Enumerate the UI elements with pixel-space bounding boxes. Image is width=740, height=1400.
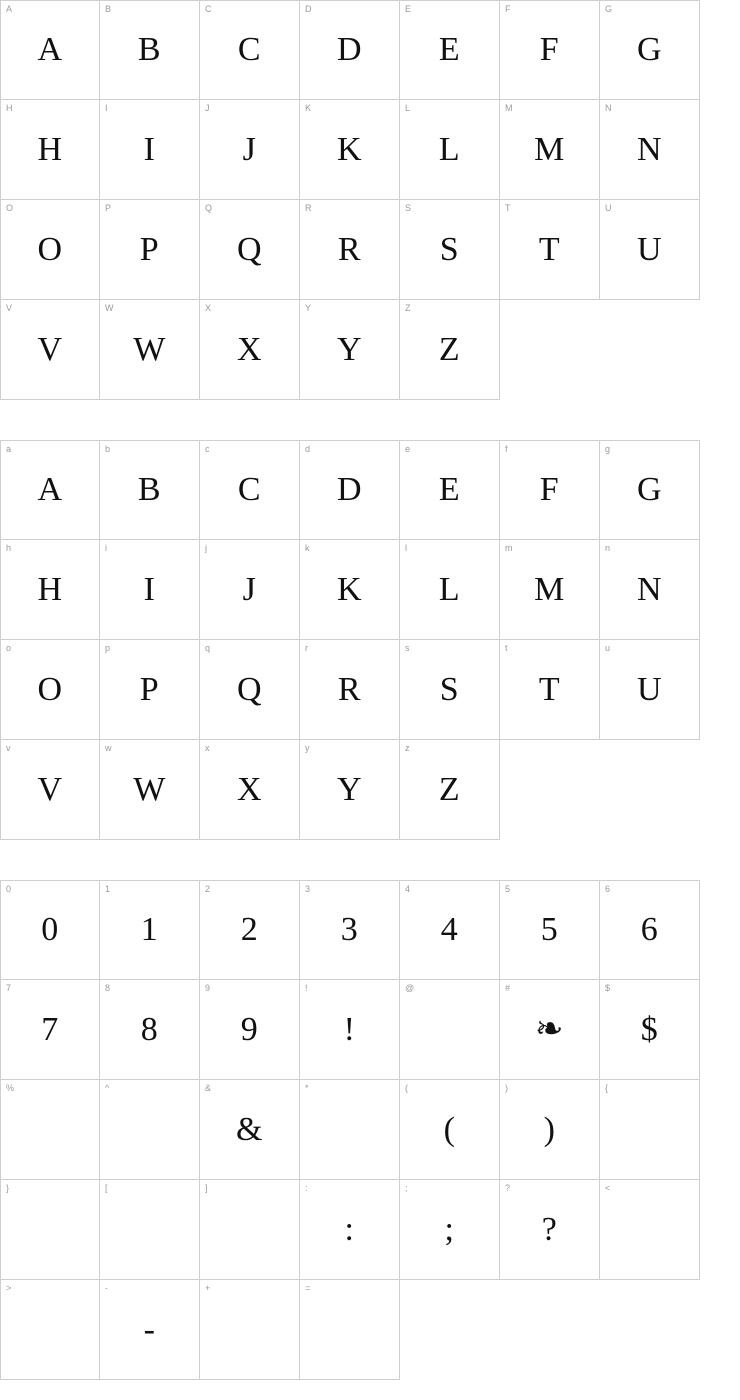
glyph-cell-character: W (133, 330, 166, 368)
glyph-cell-label: K (305, 103, 312, 113)
glyph-cell[interactable] (300, 1180, 400, 1280)
glyph-cell[interactable] (600, 0, 700, 100)
glyph-cell[interactable] (200, 200, 300, 300)
glyph-row (0, 1280, 740, 1380)
glyph-cell[interactable] (200, 980, 300, 1080)
glyph-cell-label: n (605, 543, 611, 553)
glyph-cell[interactable] (0, 740, 100, 840)
glyph-cell-character: 8 (140, 1010, 159, 1048)
glyph-cell-label: 6 (605, 884, 611, 894)
glyph-cell-character: D (336, 31, 363, 68)
glyph-cell-character: ( (443, 1110, 456, 1148)
glyph-cell-empty (400, 1280, 500, 1380)
glyph-cell[interactable] (600, 540, 700, 640)
glyph-cell-character: H (37, 570, 63, 608)
glyph-cell-character: U (636, 670, 663, 708)
glyph-cell[interactable] (100, 0, 200, 100)
glyph-cell[interactable] (100, 200, 200, 300)
glyph-cell-label: H (6, 103, 13, 113)
glyph-cell-label: y (305, 743, 310, 753)
glyph-cell-character: Q (236, 230, 263, 268)
glyph-cell-character: X (236, 330, 263, 368)
glyph-cell[interactable] (0, 1080, 100, 1180)
glyph-cell[interactable] (0, 100, 100, 200)
glyph-cell-character: Y (336, 330, 363, 368)
glyph-cell-character: O (37, 670, 63, 708)
glyph-cell[interactable] (400, 540, 500, 640)
glyph-cell-character: N (636, 570, 663, 608)
glyph-cell-label: X (205, 303, 212, 313)
glyph-cell-label: F (505, 4, 511, 14)
glyph-cell-label: < (605, 1183, 611, 1193)
glyph-cell-empty (500, 1280, 600, 1380)
glyph-cell-label: Z (405, 303, 411, 313)
glyph-row (0, 540, 740, 640)
block-separator (0, 840, 740, 880)
glyph-cell[interactable] (300, 1280, 400, 1380)
glyph-cell[interactable] (200, 0, 300, 100)
glyph-cell-character: C (237, 31, 262, 68)
glyph-cell[interactable] (100, 640, 200, 740)
glyph-cell[interactable] (500, 880, 600, 980)
glyph-cell-label: % (6, 1083, 15, 1093)
glyph-cell-label: # (505, 983, 511, 993)
glyph-cell-label: 8 (105, 983, 111, 993)
glyph-cell[interactable] (400, 880, 500, 980)
glyph-row (0, 300, 740, 400)
glyph-cell-label: & (205, 1083, 212, 1093)
glyph-cell[interactable] (200, 1180, 300, 1280)
glyph-cell[interactable] (100, 1080, 200, 1180)
glyph-cell-character: 5 (540, 911, 559, 948)
glyph-cell-character: R (337, 670, 362, 708)
glyph-cell-label: ! (305, 983, 308, 993)
glyph-cell-label: $ (605, 983, 611, 993)
glyph-cell-character: O (37, 230, 63, 268)
glyph-cell-character: S (439, 230, 460, 268)
glyph-cell-character: M (534, 130, 565, 168)
glyph-cell[interactable] (600, 200, 700, 300)
glyph-cell[interactable] (100, 540, 200, 640)
glyph-cell-label: I (105, 103, 108, 113)
glyph-cell-character: 4 (440, 911, 459, 948)
glyph-cell[interactable] (300, 100, 400, 200)
glyph-row (0, 740, 740, 840)
glyph-cell[interactable] (0, 1180, 100, 1280)
glyph-cell[interactable] (500, 440, 600, 540)
glyph-cell-character: ! (343, 1010, 356, 1048)
glyph-cell-label: q (205, 643, 211, 653)
glyph-cell[interactable] (400, 640, 500, 740)
glyph-cell-label: ] (205, 1183, 208, 1193)
glyph-cell-label: ) (505, 1083, 508, 1093)
glyph-cell[interactable] (500, 100, 600, 200)
glyph-cell[interactable] (0, 880, 100, 980)
glyph-cell-character: T (538, 670, 561, 708)
glyph-cell-label: N (605, 103, 612, 113)
glyph-row (0, 100, 740, 200)
glyph-cell-label: * (305, 1083, 309, 1093)
glyph-cell-label: } (6, 1183, 10, 1193)
glyph-cell-character: N (636, 130, 663, 168)
glyph-cell-label: B (105, 4, 112, 14)
glyph-cell-character: J (242, 130, 257, 168)
glyph-cell-label: : (305, 1183, 308, 1193)
glyph-cell-character: H (37, 130, 63, 168)
glyph-cell-character: & (236, 1110, 263, 1148)
glyph-cell-label: C (205, 4, 212, 14)
glyph-cell-character: A (37, 471, 63, 508)
glyph-cell[interactable] (500, 980, 600, 1080)
glyph-cell[interactable] (400, 1180, 500, 1280)
glyph-row (0, 200, 740, 300)
glyph-cell-character: G (636, 471, 663, 508)
glyph-cell-character: W (133, 770, 166, 808)
glyph-cell-label: 5 (505, 884, 511, 894)
glyph-cell-label: Y (305, 303, 312, 313)
glyph-cell-character: B (137, 471, 162, 508)
glyph-cell-label: h (6, 543, 12, 553)
glyph-cell-label: > (6, 1283, 12, 1293)
glyph-cell-character: 9 (240, 1010, 259, 1048)
glyph-cell-character: ; (444, 1210, 455, 1248)
glyph-cell[interactable] (500, 1180, 600, 1280)
glyph-cell[interactable] (400, 440, 500, 540)
glyph-cell-empty (500, 740, 600, 840)
glyph-cell-character: F (539, 31, 560, 68)
glyph-cell[interactable] (500, 540, 600, 640)
glyph-cell-empty (500, 300, 600, 400)
glyph-cell-character: 7 (41, 1010, 59, 1048)
glyph-cell-character: K (336, 130, 363, 168)
glyph-cell-label: E (405, 4, 412, 14)
glyph-cell[interactable] (100, 300, 200, 400)
glyph-cell-character: P (139, 670, 160, 708)
glyph-cell-label: m (505, 543, 513, 553)
glyph-cell-label: Q (205, 203, 213, 213)
glyph-cell[interactable] (500, 200, 600, 300)
glyph-cell-label: r (305, 643, 308, 653)
glyph-cell[interactable] (0, 440, 100, 540)
glyph-cell-character: ❧ (535, 1010, 564, 1048)
glyph-cell-character: V (37, 330, 63, 368)
glyph-cell[interactable] (400, 300, 500, 400)
glyph-cell-character: Q (236, 670, 263, 708)
glyph-cell-character: 2 (240, 911, 259, 948)
glyph-cell-label: V (6, 303, 13, 313)
glyph-cell[interactable] (200, 1280, 300, 1380)
glyph-cell[interactable] (500, 1080, 600, 1180)
glyph-cell-label: u (605, 643, 611, 653)
glyph-cell-label: + (205, 1283, 211, 1293)
glyph-cell-character: R (337, 230, 362, 268)
glyph-cell-character: M (534, 570, 565, 608)
glyph-cell-label: p (105, 643, 111, 653)
glyph-block-lowercase (0, 440, 740, 840)
glyph-cell-character: V (37, 770, 63, 808)
glyph-cell-character: X (236, 770, 263, 808)
glyph-cell[interactable] (300, 540, 400, 640)
glyph-cell[interactable] (300, 1080, 400, 1180)
glyph-cell-character: 3 (340, 911, 359, 948)
glyph-cell-character: D (336, 471, 363, 508)
glyph-row (0, 1080, 740, 1180)
glyph-cell[interactable] (500, 640, 600, 740)
glyph-cell-label: S (405, 203, 412, 213)
glyph-cell-label: 0 (6, 884, 12, 894)
glyph-cell-label: l (405, 543, 407, 553)
glyph-cell[interactable] (300, 200, 400, 300)
glyph-cell[interactable] (400, 0, 500, 100)
glyph-cell-character: : (344, 1210, 355, 1248)
glyph-cell-label: P (105, 203, 112, 213)
glyph-cell[interactable] (600, 100, 700, 200)
glyph-cell[interactable] (500, 0, 600, 100)
glyph-cell-character: Y (336, 770, 363, 808)
glyph-cell[interactable] (200, 300, 300, 400)
glyph-cell-character: Z (438, 770, 461, 808)
glyph-cell-character: L (438, 570, 461, 608)
glyph-cell-character: Z (438, 330, 461, 368)
glyph-cell-label: { (605, 1083, 609, 1093)
block-separator (0, 400, 740, 440)
glyph-cell[interactable] (600, 1180, 700, 1280)
glyph-cell[interactable] (400, 1080, 500, 1180)
glyph-cell-label: a (6, 444, 12, 454)
glyph-cell-label: 4 (405, 884, 411, 894)
glyph-block-uppercase (0, 0, 740, 400)
glyph-cell-character: E (438, 31, 461, 68)
glyph-cell-character: C (237, 471, 262, 508)
glyph-cell-character: 1 (140, 911, 159, 948)
glyph-block-digits-and-symbols (0, 880, 740, 1380)
glyph-cell-label: o (6, 643, 12, 653)
glyph-cell[interactable] (100, 980, 200, 1080)
glyph-cell-label: D (305, 4, 312, 14)
glyph-cell[interactable] (0, 540, 100, 640)
glyph-cell-label: 2 (205, 884, 211, 894)
glyph-cell-label: 1 (105, 884, 111, 894)
glyph-row (0, 980, 740, 1080)
glyph-cell-character: U (636, 230, 663, 268)
glyph-cell-label: A (6, 4, 13, 14)
glyph-cell-label: c (205, 444, 210, 454)
glyph-cell-empty (600, 1280, 700, 1380)
glyph-row (0, 880, 740, 980)
glyph-cell-label: v (6, 743, 11, 753)
glyph-cell-character: B (137, 31, 162, 68)
glyph-cell[interactable] (100, 1180, 200, 1280)
glyph-cell[interactable] (600, 640, 700, 740)
glyph-cell[interactable] (100, 100, 200, 200)
glyph-cell[interactable] (300, 300, 400, 400)
glyph-cell-character: J (242, 570, 257, 608)
glyph-cell-character: I (143, 130, 156, 168)
glyph-row (0, 0, 740, 100)
glyph-cell[interactable] (200, 640, 300, 740)
glyph-cell[interactable] (600, 880, 700, 980)
glyph-row (0, 440, 740, 540)
glyph-cell-character: ? (541, 1210, 558, 1248)
glyph-row (0, 1180, 740, 1280)
glyph-cell-empty (600, 300, 700, 400)
glyph-cell[interactable] (400, 740, 500, 840)
glyph-cell[interactable] (300, 980, 400, 1080)
glyph-cell[interactable] (0, 980, 100, 1080)
glyph-cell[interactable] (0, 1280, 100, 1380)
glyph-cell-label: W (105, 303, 114, 313)
glyph-cell-character: F (539, 471, 560, 508)
glyph-cell-character: - (143, 1310, 156, 1348)
glyph-cell-character: 0 (41, 911, 59, 948)
glyph-cell-label: w (105, 743, 112, 753)
glyph-cell-label: j (205, 543, 207, 553)
glyph-cell-label: z (405, 743, 410, 753)
glyph-cell-character: ) (543, 1110, 556, 1148)
glyph-cell[interactable] (200, 880, 300, 980)
glyph-cell[interactable] (600, 1080, 700, 1180)
glyph-cell-label: ( (405, 1083, 408, 1093)
glyph-cell-label: ? (505, 1183, 511, 1193)
glyph-cell-label: - (105, 1283, 108, 1293)
glyph-cell[interactable] (100, 1280, 200, 1380)
glyph-cell[interactable] (300, 740, 400, 840)
glyph-cell[interactable] (100, 880, 200, 980)
glyph-cell-label: d (305, 444, 311, 454)
glyph-cell-label: U (605, 203, 612, 213)
glyph-cell[interactable] (0, 0, 100, 100)
glyph-cell[interactable] (100, 440, 200, 540)
glyph-cell-label: J (205, 103, 210, 113)
glyph-cell[interactable] (300, 640, 400, 740)
glyph-cell-label: f (505, 444, 508, 454)
glyph-cell-character: K (336, 570, 363, 608)
glyph-cell[interactable] (400, 100, 500, 200)
glyph-cell[interactable] (300, 880, 400, 980)
glyph-cell-label: R (305, 203, 312, 213)
glyph-cell-label: @ (405, 983, 415, 993)
glyph-cell-label: t (505, 643, 508, 653)
glyph-cell-character: 6 (640, 911, 659, 948)
glyph-cell-label: b (105, 444, 111, 454)
glyph-cell-label: k (305, 543, 310, 553)
glyph-cell-label: e (405, 444, 411, 454)
glyph-cell-label: T (505, 203, 511, 213)
glyph-cell-character: P (139, 230, 160, 268)
glyph-cell-label: ; (405, 1183, 408, 1193)
glyph-cell-label: O (6, 203, 14, 213)
glyph-cell-label: G (605, 4, 613, 14)
glyph-cell-label: 3 (305, 884, 311, 894)
glyph-cell-label: s (405, 643, 410, 653)
glyph-cell-label: 9 (205, 983, 211, 993)
glyph-cell-label: x (205, 743, 210, 753)
glyph-cell-empty (600, 740, 700, 840)
glyph-cell[interactable] (200, 740, 300, 840)
glyph-cell-character: S (439, 670, 460, 708)
glyph-cell[interactable] (600, 440, 700, 540)
glyph-cell-character: T (538, 230, 561, 268)
glyph-cell[interactable] (200, 1080, 300, 1180)
glyph-cell[interactable] (200, 540, 300, 640)
glyph-cell-character: G (636, 31, 663, 68)
glyph-cell-character: A (37, 31, 63, 68)
glyph-cell[interactable] (100, 740, 200, 840)
glyph-cell[interactable] (300, 0, 400, 100)
glyph-cell-label: i (105, 543, 107, 553)
glyph-cell[interactable] (200, 100, 300, 200)
glyph-cell[interactable] (300, 440, 400, 540)
glyph-cell-label: L (405, 103, 411, 113)
glyph-cell-label: [ (105, 1183, 108, 1193)
glyph-cell-label: ^ (105, 1083, 110, 1093)
glyph-cell[interactable] (0, 640, 100, 740)
glyph-cell-character: I (143, 570, 156, 608)
glyph-cell[interactable] (0, 300, 100, 400)
glyph-cell[interactable] (400, 200, 500, 300)
glyph-cell-label: = (305, 1283, 311, 1293)
glyph-cell-label: 7 (6, 983, 12, 993)
glyph-cell-character: L (438, 130, 461, 168)
glyph-cell[interactable] (400, 980, 500, 1080)
glyph-cell-label: M (505, 103, 513, 113)
glyph-cell[interactable] (200, 440, 300, 540)
glyph-cell[interactable] (0, 200, 100, 300)
glyph-cell-character: $ (640, 1010, 659, 1048)
glyph-cell-label: g (605, 444, 611, 454)
glyph-cell-character: E (438, 471, 461, 508)
glyph-row (0, 640, 740, 740)
glyph-cell[interactable] (600, 980, 700, 1080)
